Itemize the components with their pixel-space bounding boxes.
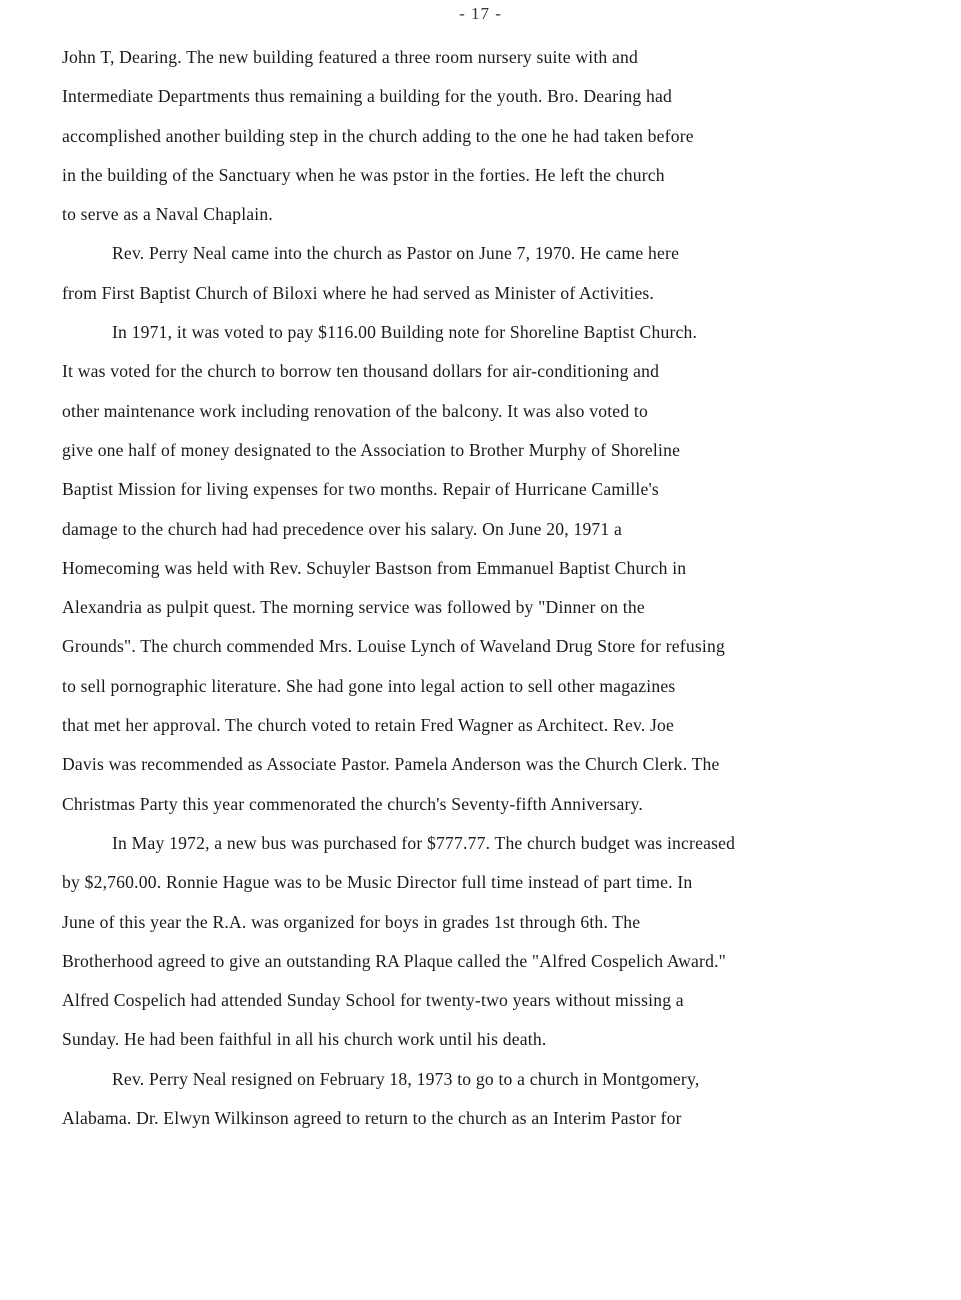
text-line: Rev. Perry Neal came into the church as Pastor on June 7, 1970. He came here	[112, 243, 680, 264]
text-line: accomplished another building step in the church adding to the one he had taken before	[62, 125, 694, 146]
text-line: from First Baptist Church of Biloxi where he had served as Minister of Activities.	[62, 282, 655, 303]
text-line: Alabama. Dr. Elwyn Wilkinson agreed to return to the church as an Interim Pastor for	[62, 1108, 682, 1129]
text-line: that met her approval. The church voted to retain Fred Wagner as Architect. Rev. Joe	[62, 715, 675, 736]
text-line: In 1971, it was voted to pay $116.00 Building note for Shoreline Baptist Church.	[112, 322, 698, 343]
text-line: give one half of money designated to the Association to Brother Murphy of Shoreline	[62, 439, 681, 460]
text-line: by $2,760.00. Ronnie Hague was to be Music Director full time instead of part time. In	[62, 872, 693, 893]
text-line: June of this year the R.A. was organized for boys in grades 1st through 6th. The	[62, 911, 641, 932]
text-line: In May 1972, a new bus was purchased for $777.77. The church budget was increased	[112, 832, 736, 853]
document-body	[62, 38, 952, 1138]
text-line: Brotherhood agreed to give an outstanding RA Plaque called the "Alfred Cospelich Award."	[62, 950, 727, 971]
text-line: to sell pornographic literature. She had gone into legal action to sell other magazines	[62, 675, 676, 696]
page-number: - 17 -	[459, 4, 502, 23]
text-line: Christmas Party this year commenorated the church's Seventy-fifth Anniversary.	[62, 793, 643, 814]
text-line: Baptist Mission for living expenses for two months. Repair of Hurricane Camille's	[62, 479, 659, 500]
text-line: Grounds". The church commended Mrs. Louise Lynch of Waveland Drug Store for refusing	[62, 636, 725, 657]
text-line: to serve as a Naval Chaplain.	[62, 204, 273, 225]
text-line: John T, Dearing. The new building featured a three room nursery suite with and	[62, 47, 639, 67]
text-line: in the building of the Sanctuary when he was pstor in the forties. He left the church	[62, 164, 665, 185]
text-line: Intermediate Departments thus remaining a building for the youth. Bro. Dearing had	[62, 86, 673, 107]
text-line: damage to the church had had precedence over his salary. On June 20, 1971 a	[62, 518, 623, 539]
text-line: Davis was recommended as Associate Pastor. Pamela Anderson was the Church Clerk. The	[62, 754, 720, 775]
text-line: Alfred Cospelich had attended Sunday School for twenty-two years without missing a	[62, 990, 684, 1011]
text-line: Alexandria as pulpit quest. The morning service was followed by "Dinner on the	[62, 597, 645, 618]
text-line: Rev. Perry Neal resigned on February 18, 1973 to go to a church in Montgomery,	[112, 1068, 700, 1089]
text-line: It was voted for the church to borrow ten thousand dollars for air-conditioning and	[62, 361, 660, 382]
text-line: other maintenance work including renovation of the balcony. It was also voted to	[62, 400, 649, 421]
text-line: Homecoming was held with Rev. Schuyler Bastson from Emmanuel Baptist Church in	[62, 557, 687, 578]
text-line: Sunday. He had been faithful in all his church work until his death.	[62, 1029, 547, 1050]
